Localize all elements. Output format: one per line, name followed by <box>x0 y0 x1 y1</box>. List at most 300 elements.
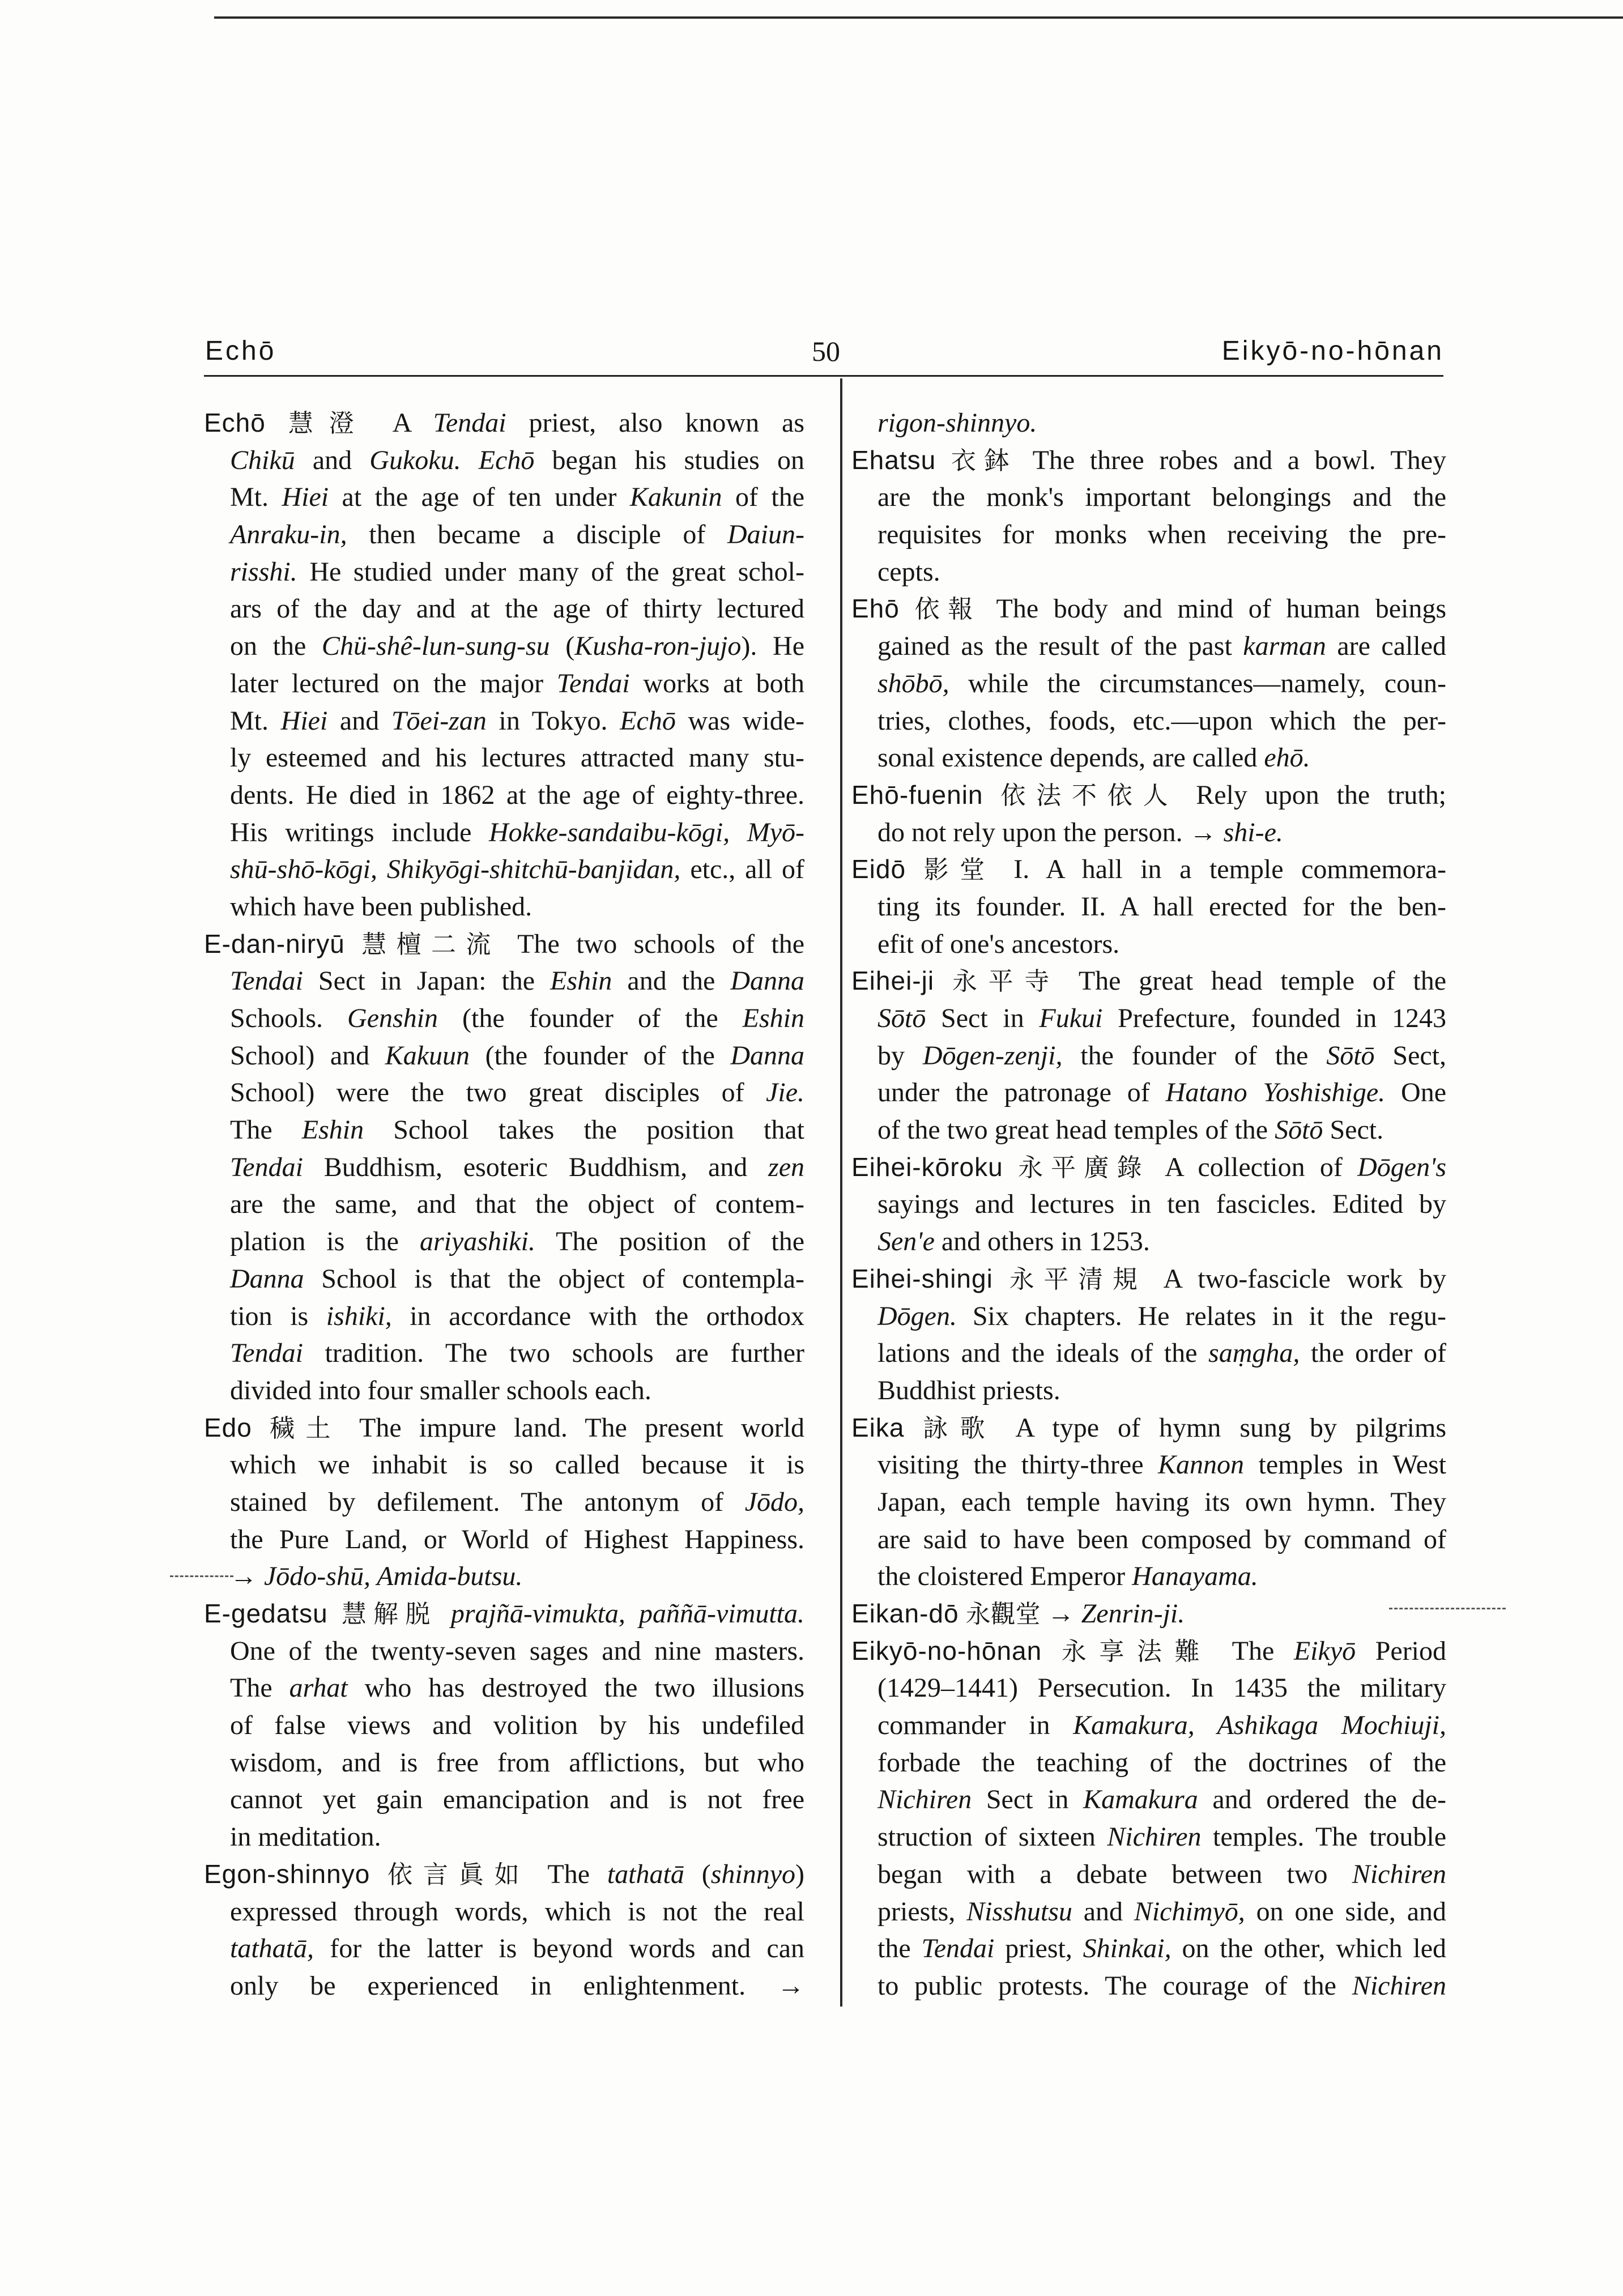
entry-line <box>851 926 1446 963</box>
italic-text: saṃgha, <box>1208 1338 1300 1369</box>
text-run: Period <box>1356 1635 1447 1666</box>
italic-text: Nichimyō, <box>1134 1896 1245 1927</box>
italic-text: Nichiren <box>1352 1970 1446 2001</box>
italic-text: Hokke-sandaibu-kōgi, Myō- <box>488 817 804 847</box>
italic-text: Dōgen. <box>877 1301 957 1331</box>
text-run <box>906 854 924 884</box>
dictionary-entry <box>851 1149 1446 1260</box>
italic-text: Hiei <box>280 705 328 736</box>
italic-text: Sen'e <box>877 1226 935 1257</box>
text-run: etc., all of <box>680 854 805 885</box>
text-run: commander in <box>877 1710 1074 1741</box>
text-run: I. A hall in a temple commemora- <box>995 854 1447 885</box>
italic-text: karman <box>1243 631 1326 662</box>
text-run: and others in 1253. <box>934 1226 1150 1257</box>
text-run: are the same, and that the object of contem- <box>230 1189 804 1220</box>
italic-text: Nichiren <box>1352 1859 1446 1889</box>
italic-text: Chikū <box>230 445 295 475</box>
headword: Eihei-shingi <box>851 1263 993 1293</box>
kanji-term: 依言眞如 <box>387 1860 530 1889</box>
text-run: on the other, which led <box>1171 1933 1446 1964</box>
text-run: Sect, <box>1374 1040 1447 1071</box>
text-run: dents. He died in 1862 at the age of eighty-three. <box>230 779 804 810</box>
text-run: School is that the object of contempla- <box>304 1263 804 1294</box>
dictionary-entry <box>204 1856 804 2005</box>
entry-line <box>204 1669 804 1707</box>
entry-line <box>851 1223 1446 1260</box>
text-run: the Pure Land, or World of Highest Happiness. <box>230 1524 804 1554</box>
headword: Echō <box>204 408 266 437</box>
text-run: and <box>327 705 391 736</box>
entry-first-line <box>204 404 804 442</box>
entry-line <box>204 1521 804 1558</box>
entry-line <box>204 1744 804 1782</box>
italic-text: Danna <box>730 1040 805 1071</box>
italic-text: Eikyō <box>1293 1635 1356 1666</box>
entry-line <box>851 1111 1446 1149</box>
kanji-term: 穢土 <box>270 1414 342 1442</box>
text-run <box>1003 1152 1018 1182</box>
italic-text: Genshin <box>347 1003 438 1033</box>
entry-line <box>204 1484 804 1521</box>
dictionary-entry <box>851 777 1446 851</box>
italic-text: Kannon <box>1158 1450 1245 1480</box>
text-run: requisites for monks when receiving the pre- <box>877 519 1446 550</box>
text-run <box>370 1859 387 1889</box>
text-run: tion is <box>230 1301 326 1331</box>
entry-line <box>204 962 804 1000</box>
entry-line <box>851 479 1446 516</box>
kanji-term: 影堂 <box>923 856 996 884</box>
entry-line <box>204 1446 804 1484</box>
text-run: ly esteemed and his lectures attracted many stu- <box>230 743 804 773</box>
kanji-term: 永享法難 <box>1061 1637 1213 1665</box>
entry-line <box>851 516 1446 553</box>
entry-line <box>851 739 1446 777</box>
header-left-guide-word: Echō <box>205 336 276 366</box>
text-run: the order of <box>1300 1338 1446 1369</box>
italic-text: Tendai <box>230 966 303 996</box>
text-run: was wide- <box>675 705 805 736</box>
italic-text: shi-e. <box>1223 817 1283 847</box>
text-run: of false views and volition by his undefiled <box>230 1710 804 1741</box>
text-run: expressed through words, which is not the real <box>230 1896 804 1927</box>
entry-line <box>851 814 1446 851</box>
text-run: (the founder of the <box>438 1003 743 1033</box>
dictionary-entry <box>851 1260 1446 1409</box>
italic-text: Tendai <box>230 1338 303 1369</box>
entry-line <box>851 1781 1446 1818</box>
text-run: while the circumstances—namely, coun- <box>949 668 1446 698</box>
text-run: The position of the <box>535 1226 805 1257</box>
headword: Eihei-kōroku <box>851 1152 1003 1182</box>
kanji-term: 衣鉢 <box>951 446 1017 475</box>
headword: Edo <box>204 1412 252 1442</box>
italic-text: Anraku-in, <box>230 519 347 550</box>
italic-text: Eshin <box>550 966 612 996</box>
entry-line <box>851 1000 1446 1037</box>
dictionary-entry <box>204 1409 804 1595</box>
text-run: priest, <box>994 1933 1083 1964</box>
text-run <box>1042 1636 1062 1666</box>
text-run: priests, <box>877 1896 967 1927</box>
italic-text: Nisshutsu <box>966 1896 1072 1927</box>
text-run: cepts. <box>877 556 940 587</box>
entry-first-line <box>204 1856 804 1893</box>
italic-text: risshi. <box>230 556 297 587</box>
entry-line <box>204 1558 804 1595</box>
entry-first-line <box>851 1595 1446 1633</box>
entry-line <box>851 1818 1446 1856</box>
entry-line <box>204 1372 804 1409</box>
entry-line <box>204 1000 804 1037</box>
header-rule <box>204 375 1443 377</box>
text-run: Rely upon the truth; <box>1178 779 1447 810</box>
headword: Eihei-ji <box>851 966 935 996</box>
entry-line <box>204 814 804 851</box>
italic-text: Kamakura <box>1083 1784 1198 1815</box>
text-run: on the <box>230 631 322 662</box>
italic-text: ishiki, <box>326 1301 392 1331</box>
entry-line <box>204 1335 804 1372</box>
text-run <box>900 594 915 624</box>
italic-text: Tendai <box>433 408 506 438</box>
text-run: of the <box>722 482 805 513</box>
top-rule <box>214 16 1623 19</box>
text-run: plation is the <box>230 1226 420 1257</box>
kanji-term: 慧解脱 <box>341 1600 437 1628</box>
text-run: His writings include <box>230 817 489 847</box>
italic-text: Jōdo, <box>744 1486 804 1517</box>
italic-text: Tendai <box>230 1152 303 1182</box>
text-run: The two schools of the <box>500 928 805 959</box>
entry-first-line <box>851 590 1446 628</box>
italic-text: Danna <box>230 1263 304 1294</box>
text-run: A <box>369 408 433 438</box>
entry-line <box>851 1521 1446 1558</box>
text-run: who has destroyed the two illusions <box>347 1673 805 1703</box>
text-run: Mt. <box>230 482 282 513</box>
kanji-term: 慧澄 <box>288 410 370 437</box>
text-run: The impure land. The present world <box>341 1412 805 1443</box>
text-run: forbade the teaching of the doctrines of the <box>877 1747 1446 1778</box>
text-run: stained by defilement. The antonym of <box>230 1486 745 1517</box>
text-run: Buddhism, esoteric Buddhism, and <box>303 1152 769 1182</box>
headword: Ehō <box>851 594 900 624</box>
text-run: temples in West <box>1244 1450 1446 1480</box>
dictionary-entry <box>851 1633 1446 2005</box>
text-run: The <box>230 1673 289 1703</box>
entry-first-line <box>851 962 1446 1000</box>
entry-line <box>851 1893 1446 1931</box>
text-run: wisdom, and is free from afflictions, but who <box>230 1747 804 1778</box>
kanji-term: 詠歌 <box>923 1414 997 1442</box>
italic-text: Kamakura, Ashikaga Mochiuji, <box>1073 1710 1447 1741</box>
text-run: are the monk's important belongings and the <box>877 482 1446 513</box>
entry-line <box>851 1037 1446 1075</box>
italic-text: Gukoku. <box>369 445 461 475</box>
italic-text: shōbō, <box>877 668 949 698</box>
text-run: and the <box>612 966 731 996</box>
entry-line <box>204 1633 804 1670</box>
text-run: The body and mind of human beings <box>981 594 1447 624</box>
text-run: lations and the ideals of the <box>877 1338 1209 1369</box>
text-run <box>461 445 479 475</box>
entry-line <box>851 1372 1446 1409</box>
text-run: in accordance with the orthodox <box>391 1301 804 1331</box>
text-run: The <box>230 1115 302 1145</box>
entry-line <box>204 553 804 591</box>
text-run: the cloistered Emperor <box>877 1561 1132 1592</box>
headword: Eikan-dō <box>851 1599 959 1628</box>
page-number: 50 <box>812 335 840 367</box>
entry-first-line <box>851 1633 1446 1670</box>
text-run: then became a disciple of <box>347 519 728 550</box>
text-run: efit of one's ancestors. <box>877 928 1120 959</box>
text-run: The great head temple of the <box>1060 966 1447 996</box>
text-run <box>328 1599 342 1629</box>
dictionary-entry <box>851 590 1446 776</box>
italic-text: Chü-shê-lun-sung-su <box>321 631 550 662</box>
text-run: Sect in <box>972 1784 1084 1815</box>
continued-entry-fragment <box>851 404 1446 442</box>
italic-text: Tendai <box>921 1933 995 1964</box>
entry-line <box>851 1669 1446 1707</box>
kanji-term: 永平廣錄 <box>1017 1153 1150 1182</box>
dictionary-entry <box>851 851 1446 962</box>
italic-text: Sōtō <box>1326 1040 1375 1071</box>
entry-line <box>204 628 804 665</box>
italic-text: Echō <box>620 705 676 736</box>
text-run: Buddhist priests. <box>877 1375 1060 1405</box>
entry-line <box>851 702 1446 740</box>
headword: Ehatsu <box>851 445 936 475</box>
dictionary-entry <box>851 1409 1446 1595</box>
headword: Ehō-fuenin <box>851 779 983 810</box>
text-run: under the patronage of <box>877 1077 1166 1108</box>
headword: E-gedatsu <box>204 1599 328 1628</box>
italic-text: zen <box>768 1152 804 1182</box>
italic-text: Kakuun <box>385 1040 470 1071</box>
entry-first-line <box>851 1409 1446 1447</box>
entry-first-line <box>851 1149 1446 1186</box>
text-run: on one side, and <box>1245 1896 1446 1927</box>
entry-first-line <box>204 1409 804 1447</box>
italic-text: Nichiren <box>877 1784 972 1815</box>
text-run: One of the twenty-seven sages and nine masters. <box>230 1635 804 1666</box>
italic-text: Nichiren <box>1107 1822 1202 1852</box>
text-run <box>252 1413 270 1443</box>
italic-text: ehō. <box>1264 743 1310 773</box>
entry-line <box>851 628 1446 665</box>
text-run: School) were the two great disciples of <box>230 1077 766 1108</box>
entry-line <box>851 553 1446 591</box>
entry-line <box>204 665 804 702</box>
entry-line <box>204 1149 804 1186</box>
text-run: He studied under many of the great schol- <box>297 556 804 587</box>
text-run: tries, clothes, foods, etc.—upon which the per- <box>877 705 1446 736</box>
text-run <box>904 1413 923 1443</box>
headword: Eikyō-no-hōnan <box>851 1635 1042 1665</box>
dictionary-entry <box>204 404 804 926</box>
text-run: priest, also known as <box>506 408 804 438</box>
text-run: (1429–1441) Persecution. In 1435 the military <box>877 1673 1446 1703</box>
text-run <box>959 1599 966 1629</box>
entry-line <box>204 1967 804 2005</box>
entry-line <box>204 1818 804 1856</box>
text-run: School) and <box>230 1040 385 1071</box>
italic-text: Fukui <box>1039 1003 1103 1033</box>
entry-line <box>851 1186 1446 1223</box>
entry-line <box>851 404 1446 442</box>
headword: Eidō <box>851 854 906 884</box>
text-run: for the latter is beyond words and can <box>314 1933 804 1964</box>
italic-text: Sōtō <box>1275 1115 1323 1145</box>
text-run: struction of sixteen <box>877 1822 1107 1852</box>
text-run: The <box>1212 1635 1294 1666</box>
right-column <box>851 404 1446 2005</box>
entry-line <box>204 1037 804 1075</box>
text-run: Sect. <box>1323 1115 1384 1145</box>
text-run <box>934 966 952 996</box>
italic-text: arhat <box>289 1673 348 1703</box>
dictionary-entry <box>204 926 804 1409</box>
entry-line <box>204 1930 804 1967</box>
entry-line <box>204 888 804 926</box>
text-run: to public protests. The courage of the <box>877 1970 1352 2001</box>
entry-line <box>204 851 804 888</box>
italic-text: Eshin <box>742 1003 805 1033</box>
entry-line <box>204 702 804 740</box>
entry-line <box>851 665 1446 702</box>
text-run: ars of the day and at the age of thirty lectured <box>230 594 804 624</box>
entry-line <box>851 1298 1446 1335</box>
entry-first-line <box>204 926 804 963</box>
text-run: began his studies on <box>534 445 804 475</box>
italic-text: Daiun- <box>727 519 804 550</box>
text-run: of the two great head temples of the <box>877 1115 1275 1145</box>
entry-first-line <box>851 851 1446 888</box>
text-run: Schools. <box>230 1003 348 1033</box>
dictionary-entry <box>851 1595 1446 1633</box>
entry-line <box>851 1074 1446 1111</box>
entry-line <box>204 590 804 628</box>
entry-line <box>204 1781 804 1818</box>
entry-first-line <box>204 1595 804 1633</box>
text-run: by <box>877 1040 923 1071</box>
entry-line <box>204 1260 804 1298</box>
text-run: A two-fascicle work by <box>1147 1263 1447 1294</box>
entry-line <box>204 442 804 479</box>
text-run: Japan, each temple having its own hymn. They <box>877 1486 1446 1517</box>
headword: Eika <box>851 1412 905 1442</box>
entry-line <box>851 888 1446 926</box>
italic-text: Eshin <box>301 1115 364 1145</box>
italic-text: tathatā, <box>230 1933 314 1964</box>
entry-first-line <box>851 777 1446 814</box>
text-run <box>936 445 951 475</box>
entry-line <box>851 1930 1446 1967</box>
text-run: School takes the position that <box>364 1115 805 1145</box>
text-run: ). He <box>741 631 805 662</box>
italic-text: Echō <box>478 445 535 475</box>
text-run: ( <box>684 1859 711 1889</box>
italic-text: Kakunin <box>629 482 722 513</box>
entry-line <box>204 1186 804 1223</box>
italic-text: prajñā-vimukta, paññā-vimutta. <box>450 1599 805 1629</box>
text-run: the <box>877 1933 922 1964</box>
text-run: Sect in Japan: the <box>303 966 551 996</box>
text-run: and <box>1072 1896 1134 1927</box>
text-run <box>437 1599 451 1629</box>
italic-text: shū-shō-kōgi, Shikyōgi-shitchū-banjidan, <box>230 854 681 885</box>
text-run: cannot yet gain emancipation and is not free <box>230 1784 804 1815</box>
entry-line <box>204 1223 804 1260</box>
text-run: began with a debate between two <box>877 1859 1352 1889</box>
dictionary-entry <box>204 1595 804 1856</box>
entry-line <box>851 1558 1446 1595</box>
text-run: gained as the result of the past <box>877 631 1243 662</box>
text-run: tradition. The two schools are further <box>303 1338 804 1369</box>
text-run: the founder of the <box>1062 1040 1327 1071</box>
text-run: at the age of ten under <box>329 482 630 513</box>
entry-line <box>204 1707 804 1744</box>
italic-text: tathatā <box>607 1859 684 1889</box>
text-run: are said to have been composed by command of <box>877 1524 1446 1554</box>
text-run: which have been published. <box>230 891 533 922</box>
entry-line <box>851 1335 1446 1372</box>
entry-line <box>204 1893 804 1931</box>
text-run: Mt. <box>230 705 281 736</box>
text-run: in Tokyo. <box>486 705 620 736</box>
entry-line <box>204 739 804 777</box>
italic-text: Tendai <box>556 668 630 698</box>
text-run <box>983 780 1001 810</box>
kanji-term: 永平清規 <box>1009 1265 1147 1293</box>
entry-line <box>851 1967 1446 2005</box>
text-run: later lectured on the major <box>230 668 557 698</box>
text-run: One <box>1385 1077 1446 1108</box>
text-run: The <box>530 1859 607 1889</box>
kanji-term: 依法不依人 <box>1000 781 1179 810</box>
text-run: sonal existence depends, are called <box>877 743 1264 773</box>
text-run: ) <box>795 1859 804 1889</box>
italic-text: Dōgen-zenji, <box>922 1040 1063 1071</box>
text-run: do not rely upon the person. → <box>877 817 1224 847</box>
italic-text: rigon-shinnyo. <box>877 408 1037 438</box>
entry-line <box>204 777 804 814</box>
entry-first-line <box>851 1260 1446 1298</box>
italic-text: ariyashiki. <box>419 1226 535 1257</box>
headword: E-dan-niryū <box>204 928 345 959</box>
italic-text: Shinkai, <box>1083 1933 1172 1964</box>
text-run: Prefecture, founded in 1243 <box>1102 1003 1447 1033</box>
header-right-guide-word: Eikyō-no-hōnan <box>1221 336 1444 366</box>
entry-line <box>204 1298 804 1335</box>
text-run <box>993 1264 1009 1294</box>
text-run: divided into four smaller schools each. <box>230 1375 651 1405</box>
text-run: (the founder of the <box>470 1040 731 1071</box>
scan-artifact <box>1389 1608 1506 1609</box>
kanji-term: 依報 <box>914 595 981 624</box>
italic-text: Dōgen's <box>1357 1152 1447 1182</box>
italic-text: Hiei <box>282 482 329 513</box>
entry-line <box>204 1111 804 1149</box>
kanji-term: 永平寺 <box>952 968 1061 996</box>
italic-text: Kusha-ron-jujo <box>574 631 742 662</box>
text-run: are called <box>1326 631 1447 662</box>
entry-line <box>851 1484 1446 1521</box>
